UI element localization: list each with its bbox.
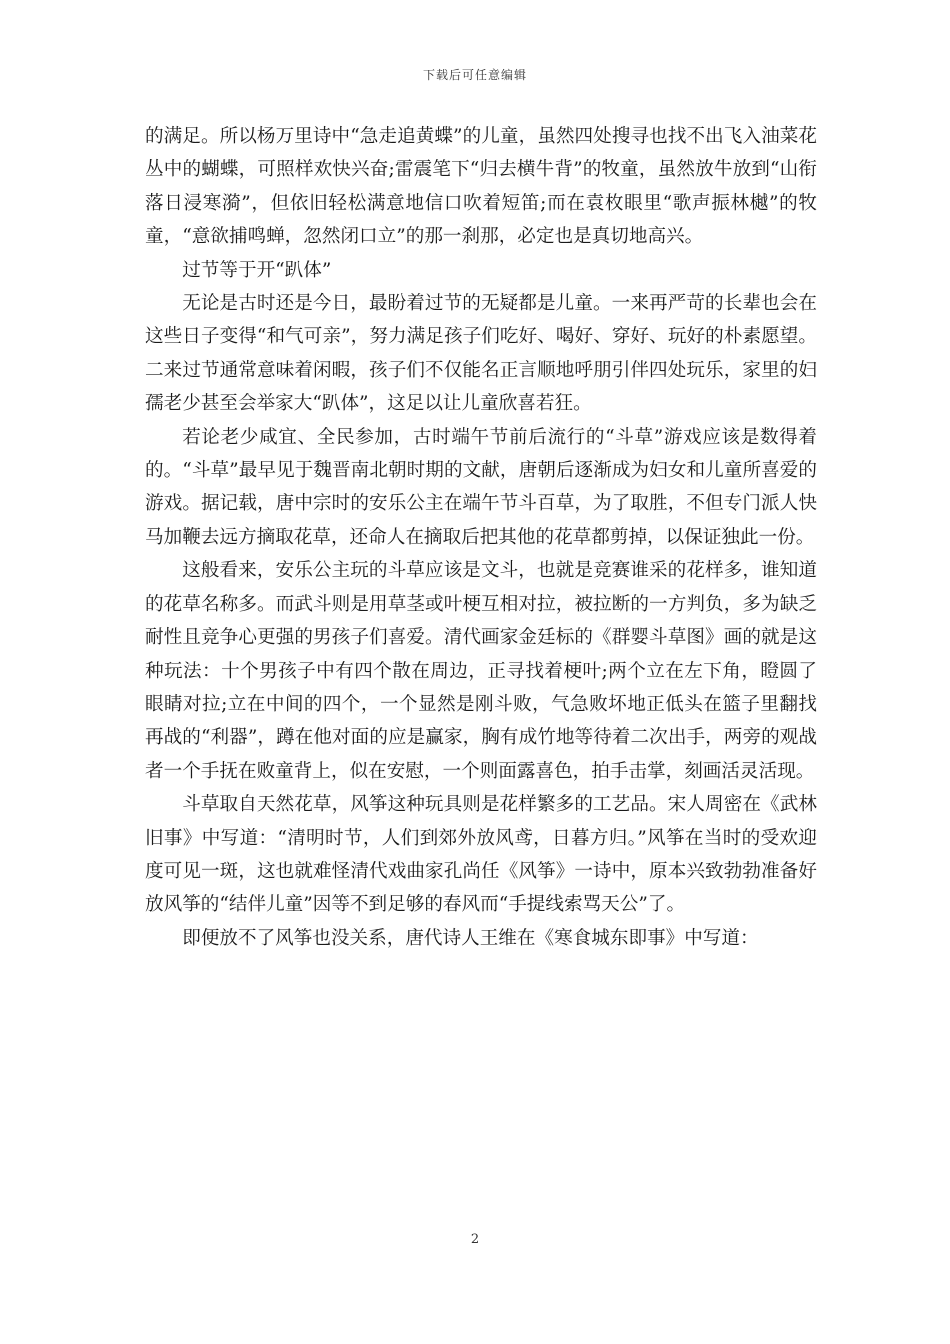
paragraph-1: 的满足。所以杨万里诗中“急走追黄蝶”的儿童，虽然四处搜寻也找不出飞入油菜花丛中的蝴蝶，可照样欢快兴奋;雷震笔下“归去横牛背”的牧童，虽然放牛放到“山衔落日浸寒漪”，但依旧轻松满意地信口吹着短笛;而在袁枚眼里“歌声振林樾”的牧童，“意欲捕鸣蝉，忽然闭口立”的那一刹那，必定也是真切地高兴。 bbox=[145, 126, 817, 248]
paragraph-2: 无论是古时还是今日，最盼着过节的无疑都是儿童。一来再严苛的长辈也会在这些日子变得“和气可亲”，努力满足孩子们吃好、喝好、穿好、玩好的朴素愿望。二来过节通常意味着闲暇，孩子们不仅能名正言顺地呼朋引伴四处玩乐，家里的妇孺老少甚至会举家大“趴体”，这足以让儿童欣喜若狂。 bbox=[145, 293, 817, 415]
paragraph-5: 斗草取自天然花草，风筝这种玩具则是花样繁多的工艺品。宋人周密在《武林旧事》中写道：“清明时节，人们到郊外放风鸢，日暮方归。”风筝在当时的受欢迎度可见一斑，这也就难怪清代戏曲家孔尚任《风筝》一诗中，原本兴致勃勃准备好放风筝的“结伴儿童”因等不到足够的春风而“手提线索骂天公”了。 bbox=[145, 794, 817, 916]
section-heading: 过节等于开“趴体” bbox=[182, 259, 332, 281]
page-number: 2 bbox=[470, 1232, 480, 1247]
paragraph-6: 即便放不了风筝也没关系，唐代诗人王维在《寒食城东即事》中写道： bbox=[182, 927, 759, 949]
paragraph-4: 这般看来，安乐公主玩的斗草应该是文斗，也就是竞赛谁采的花样多，谁知道的花草名称多。而武斗则是用草茎或叶梗互相对拉，被拉断的一方判负，多为缺乏耐性且竞争心更强的男孩子们喜爱。清代画家金廷标的《群婴斗草图》画的就是这种玩法：十个男孩子中有四个散在周边，正寻找着梗叶;两个立在左下角，瞪圆了眼睛对拉;立在中间的四个，一个显然是刚斗败，气急败坏地正低头在篮子里翻找再战的“利器”，蹲在他对面的应是赢家，胸有成竹地等待着二次出手，两旁的观战者一个手抚在败童背上，似在安慰，一个则面露喜色，拍手击掌，刻画活灵活现。 bbox=[145, 560, 817, 782]
page-header: 下载后可任意编辑 bbox=[422, 68, 527, 82]
paragraph-3: 若论老少咸宜、全民参加，古时端午节前后流行的“斗草”游戏应该是数得着的。“斗草”最早见于魏晋南北朝时期的文献，唐朝后逐渐成为妇女和儿童所喜爱的游戏。据记载，唐中宗时的安乐公主在端午节斗百草，为了取胜，不但专门派人快马加鞭去远方摘取花草，还命人在摘取后把其他的花草都剪掉，以保证独此一份。 bbox=[145, 426, 817, 548]
document-body bbox=[145, 120, 817, 955]
